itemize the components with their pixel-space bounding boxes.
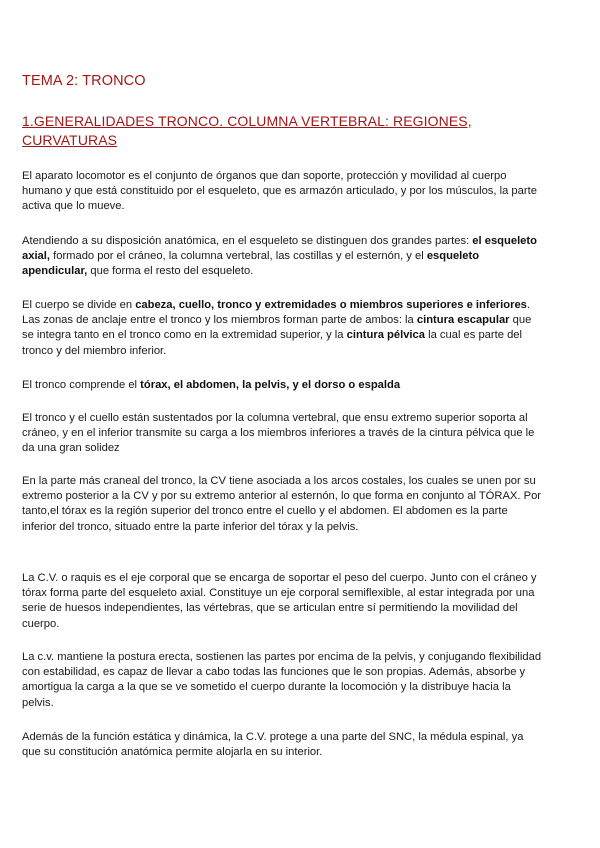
paragraph-text: formado por el cráneo, la columna vertebral, las costillas y el esternón, y el [50,250,427,263]
paragraph-text: la cual es parte del tronco y del miembro inferior. [22,329,523,357]
paragraph-text: . Las zonas de anclaje entre el tronco y los miembros forman parte de ambos: la [22,299,531,327]
bold-term-esqueleto-axial: el esqueleto axial, [22,235,537,263]
paragraph-text: El cuerpo se divide en [22,299,136,311]
paragraph-text: que se integra tanto en el tronco como en la extremidad superior, y la [22,314,532,342]
paragraph-text: El tronco comprende el [22,379,141,391]
bold-term-cintura-escapular: cintura escapular [416,314,510,327]
bold-term-partes-cuerpo: cabeza, cuello, tronco y extremidades o miembros superiores e inferiores [135,299,527,311]
paragraph-torax: En la parte más craneal del tronco, la CV tiene asociada a los arcos costales, los cuales se unen por su extremo posterior a la CV y por su extremo anterior al esternón, lo que forma en conjunto al TÓRAX. Por tanto,el tórax es la región superior del tronco entre el cuello y el abdomen. El abdomen es la parte inferior del tronco, situado entre la parte inferior del tórax y la pelvis. [22,475,542,533]
bold-term-esqueleto-apendicular: esqueleto apendicular, [22,250,480,278]
document-title: TEMA 2: TRONCO [22,73,146,89]
section-heading: 1.GENERALIDADES TRONCO. COLUMNA VERTEBRAL: REGIONES, CURVATURAS [22,113,472,148]
paragraph-text: Atendiendo a su disposición anatómica, en el esqueleto se distinguen dos grandes partes: [22,235,473,247]
bold-term-regiones-tronco: tórax, el abdomen, la pelvis, y el dorso o espalda [140,379,401,391]
bold-term-cintura-pelvica: cintura pélvica [346,329,425,342]
paragraph-aparato-locomotor: El aparato locomotor es el conjunto de órganos que dan soporte, protección y movilidad al cuerpo humano y que está constituido por el esqueleto, que es armazón articulado, y por los músculos, la parte activa que lo mueve. [22,170,537,213]
paragraph-raquis: La C.V. o raquis es el eje corporal que se encarga de soportar el peso del cuerpo. Junto con el cráneo y tórax forma parte del esqueleto axial. Constituye un eje corporal semiflexible, al estar integrada por una serie de huesos independientes, las vértebras, que se articulan entre sí permitiendo la movilidad del cuerpo. [22,572,537,630]
paragraph-tronco-comprende [22,378,542,393]
paragraph-columna-vertebral: El tronco y el cuello están sustentados por la columna vertebral, que ensu extremo superior soporta al cráneo, y en el inferior transmite su carga a los miembros inferiores a través de la cintura pélvica que le da una gran solidez [22,412,535,455]
paragraph-division-cuerpo [22,298,542,359]
paragraph-postura-erecta: La c.v. mantiene la postura erecta, sostienen las partes por encima de la pelvis, y conjugando flexibilidad con estabilidad, es capaz de llevar a cabo todas las funciones que le son propias. Además, absorbe y amortigua la carga a la que se ve sometido el cuerpo durante la locomoción y la distribuye hacia la pelvis. [22,651,542,709]
paragraph-text: que forma el resto del esqueleto. [87,265,254,278]
paragraph-disposicion-anatomica [22,234,542,280]
paragraph-proteccion-snc: Además de la función estática y dinámica, la C.V. protege a una parte del SNC, la médula espinal, ya que su constitución anatómica permite alojarla en su interior. [22,731,524,759]
